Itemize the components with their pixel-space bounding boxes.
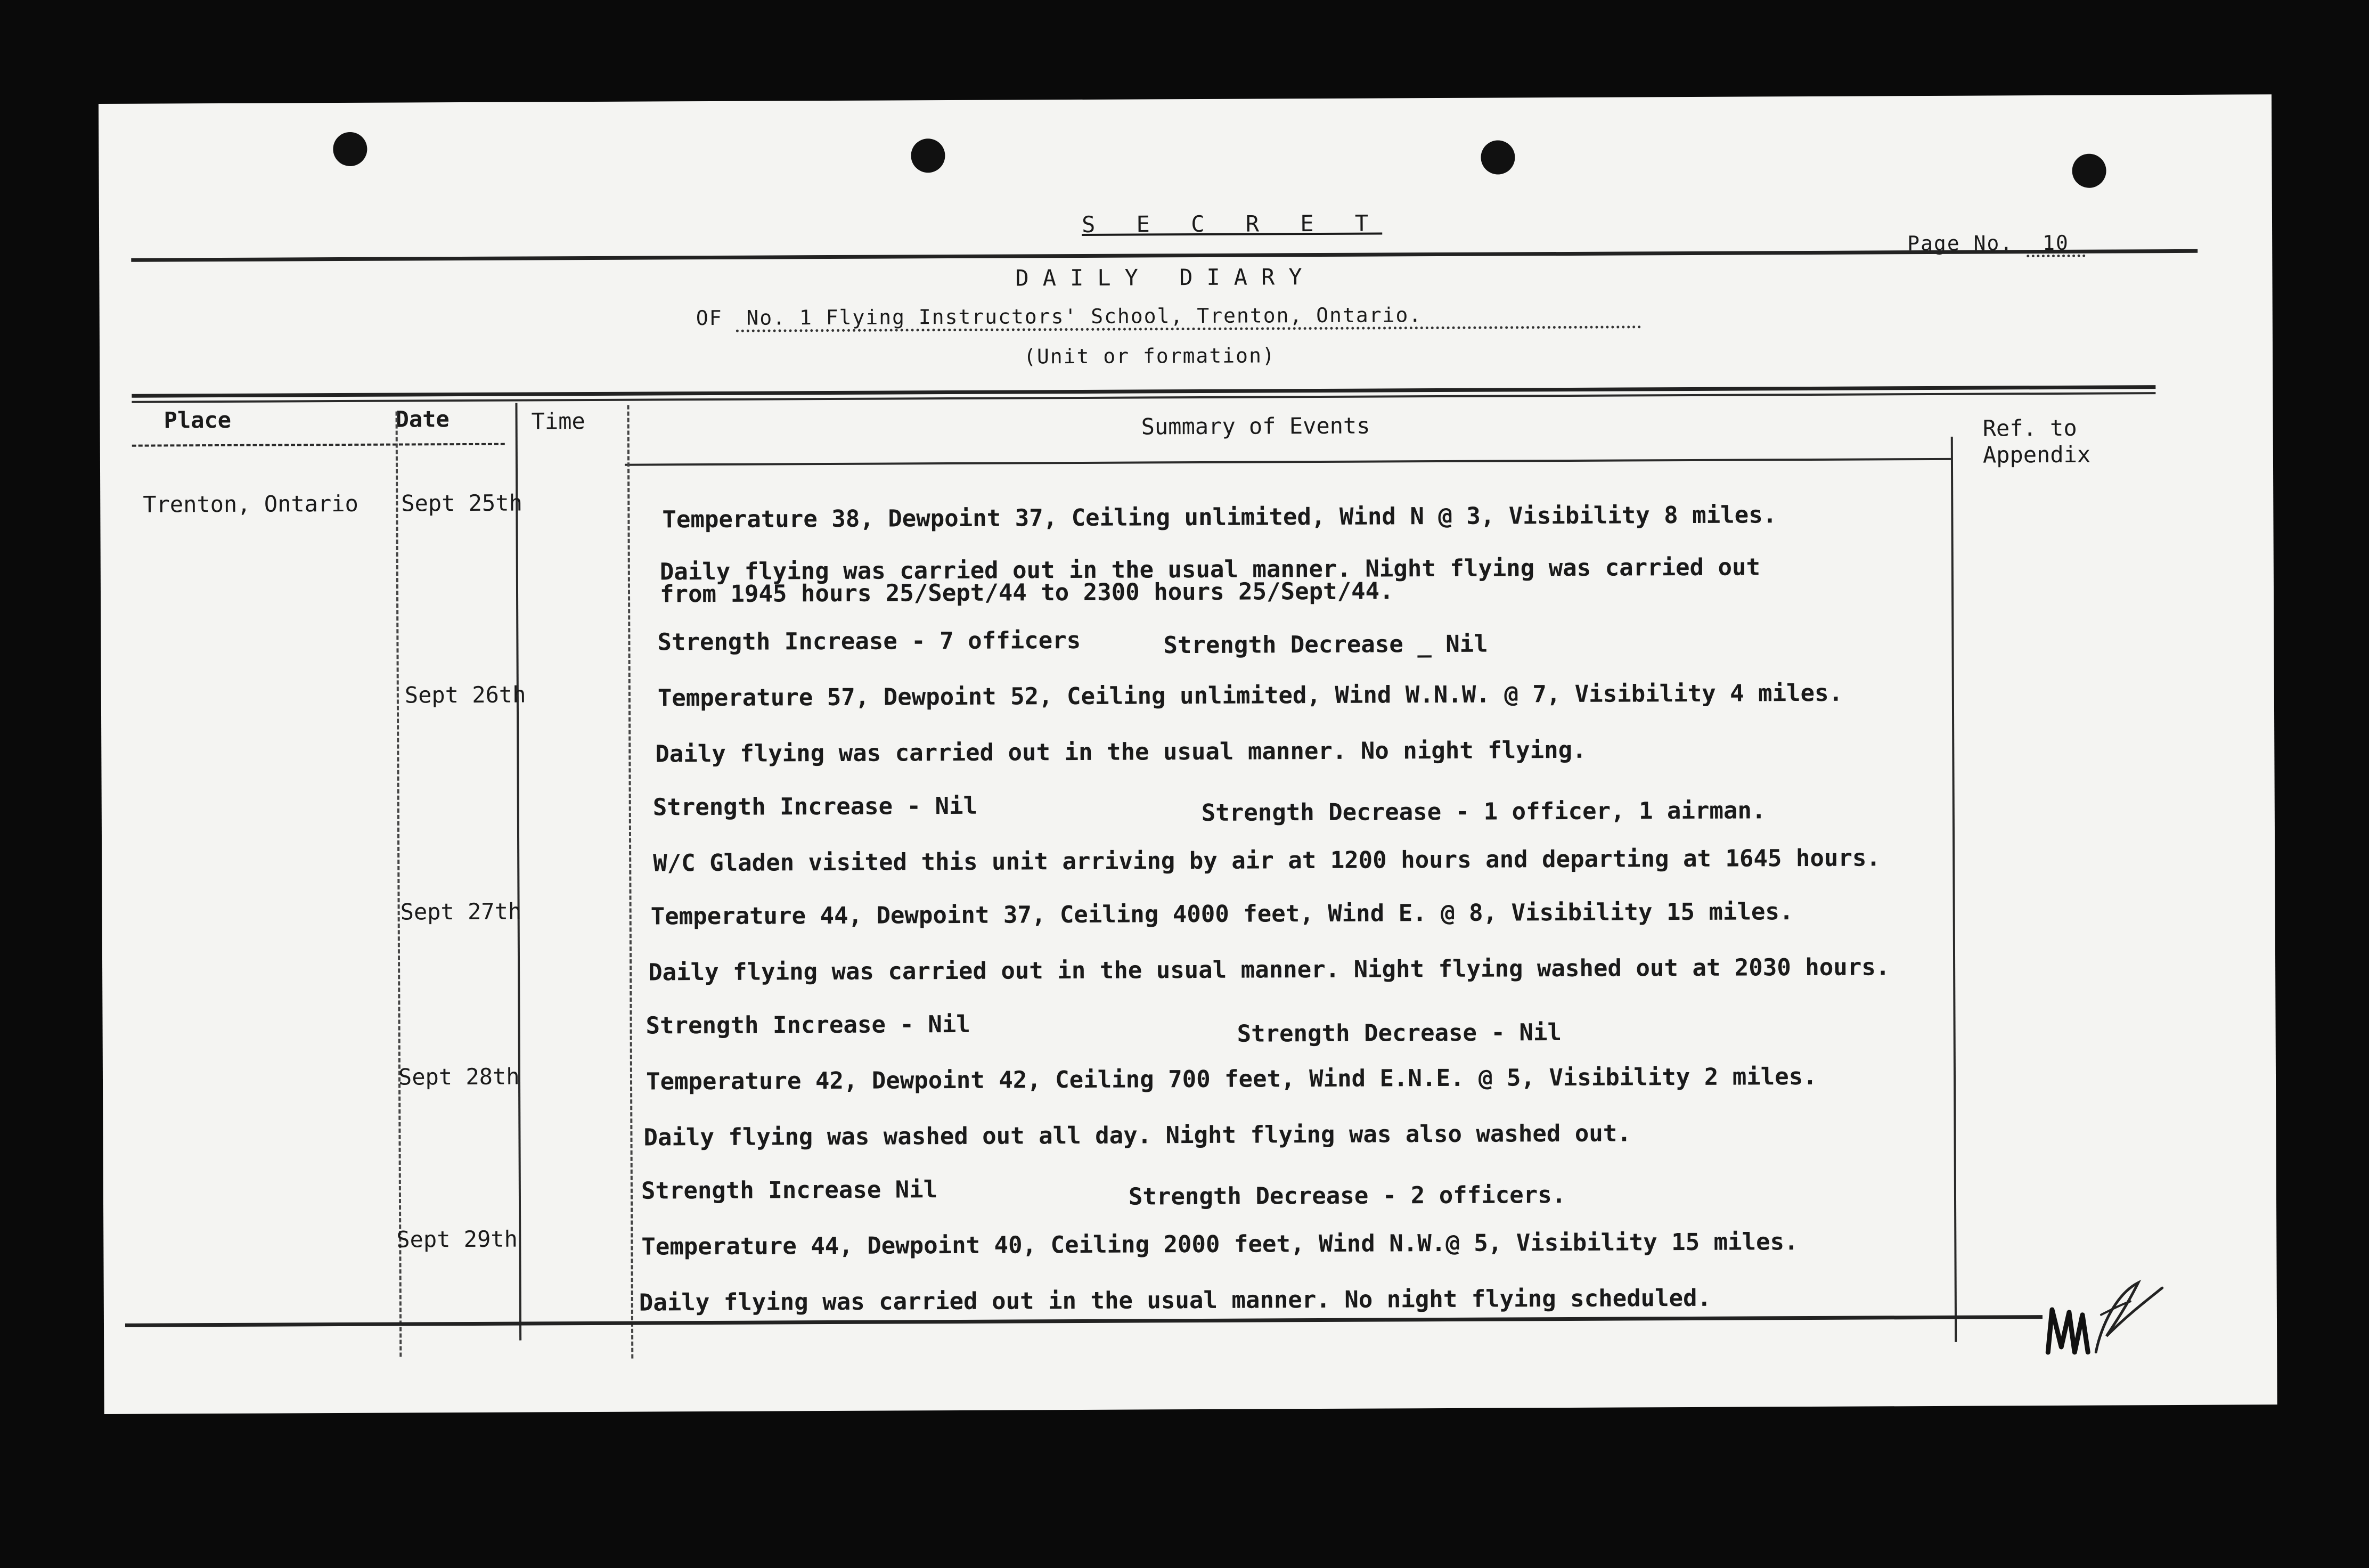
weather-line: Temperature 44, Dewpoint 40, Ceiling 2000 feet, Wind N.W.@ 5, Visibility 15 miles. <box>641 1228 1799 1261</box>
punch-hole <box>2072 154 2106 188</box>
summary-line: Daily flying was carried out in the usual manner. No night flying scheduled. <box>639 1284 1712 1317</box>
weather-line: Temperature 57, Dewpoint 52, Ceiling unlimited, Wind W.N.W. @ 7, Visibility 4 miles. <box>657 679 1843 712</box>
table-bottom-rule <box>125 1315 2043 1327</box>
page-label: Page No. <box>1907 231 2014 256</box>
column-header-rule <box>625 458 1951 466</box>
strength-decrease: Strength Decrease - Nil <box>1237 1019 1562 1048</box>
summary-line: Daily flying was carried out in the usual manner. No night flying. <box>655 736 1587 768</box>
summary-line: Daily flying was carried out in the usual manner. Night flying washed out at 2030 hours. <box>648 953 1890 986</box>
date-cell: Sept 29th <box>396 1226 518 1253</box>
unit-caption: (Unit or formation) <box>1023 344 1276 369</box>
punch-hole <box>911 138 945 173</box>
strength-decrease: Strength Decrease - 1 officer, 1 airman. <box>1201 797 1766 827</box>
weather-line: Temperature 38, Dewpoint 37, Ceiling unlimited, Wind N @ 3, Visibility 8 miles. <box>662 501 1777 534</box>
strength-decrease: Strength Decrease - 2 officers. <box>1128 1181 1566 1211</box>
summary-line: Daily flying was washed out all day. Night flying was also washed out. <box>643 1120 1631 1152</box>
strength-increase: Strength Increase Nil <box>641 1176 938 1205</box>
weather-line: Temperature 44, Dewpoint 37, Ceiling 4000 feet, Wind E. @ 8, Visibility 15 miles. <box>650 898 1794 930</box>
date-cell: Sept 27th <box>400 898 522 925</box>
strength-increase: Strength Increase - 7 officers <box>657 626 1081 656</box>
punch-hole <box>1481 140 1515 174</box>
place-cell: Trenton, Ontario <box>143 490 358 518</box>
of-label: OF <box>696 306 723 330</box>
classification-label: S E C R E T <box>1081 210 1383 238</box>
column-header-time: Time <box>531 408 585 435</box>
unit-line <box>696 302 1641 332</box>
date-cell: Sept 26th <box>404 681 526 708</box>
column-header-summary: Summary of Events <box>1141 412 1370 440</box>
weather-line: Temperature 42, Dewpoint 42, Ceiling 700 feet, Wind E.N.E. @ 5, Visibility 2 miles. <box>646 1063 1817 1096</box>
column-header-ref: Ref. to <box>1982 414 2077 442</box>
summary-line: Daily flying was carried out in the usual manner. Night flying was carried out <box>659 553 1761 586</box>
date-time-divider <box>515 403 521 1341</box>
page-number: 10 <box>2027 231 2085 257</box>
summary-ref-divider <box>1951 437 1957 1342</box>
handwritten-initials <box>2037 1272 2176 1374</box>
time-summary-divider <box>627 405 633 1359</box>
diary-sheet <box>99 94 2277 1414</box>
header-rule <box>131 249 2198 262</box>
punch-hole <box>333 132 367 166</box>
date-cell: Sept 28th <box>398 1063 520 1090</box>
column-header-rule-left <box>132 443 505 447</box>
column-header-date: Date <box>395 406 450 432</box>
column-header-place: Place <box>164 406 232 434</box>
place-date-divider <box>396 412 402 1357</box>
strength-increase: Strength Increase - Nil <box>652 792 978 821</box>
visit-note: W/C Gladen visited this unit arriving by air at 1200 hours and departing at 1645 hours. <box>653 844 1881 877</box>
strength-decrease: Strength Decrease _ Nil <box>1163 630 1488 659</box>
unit-name: No. 1 Flying Instructors' School, Trenton, Ontario. <box>736 302 1641 332</box>
column-header-appendix: Appendix <box>1982 441 2091 468</box>
summary-line: from 1945 hours 25/Sept/44 to 2300 hours 25/Sept/44. <box>659 577 1394 608</box>
diary-title: DAILY DIARY <box>1015 264 1316 291</box>
table-top-rule <box>132 385 2155 398</box>
date-cell: Sept 25th <box>401 489 522 517</box>
strength-increase: Strength Increase - Nil <box>646 1010 970 1040</box>
